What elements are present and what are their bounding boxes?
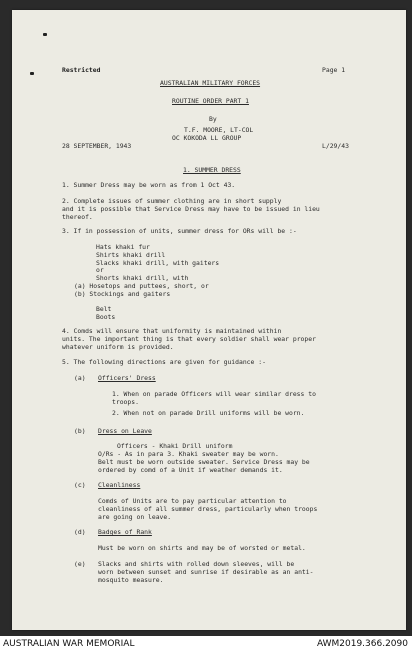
order-date: 28 SEPTEMBER, 1943 <box>62 142 132 150</box>
subsection-c-title: Cleanliness <box>98 481 141 489</box>
paragraph-4-line: whatever uniform is provided. <box>62 343 174 351</box>
paragraph-2-line: thereof. <box>62 213 93 221</box>
section-title: 1. SUMMER DRESS <box>183 166 241 174</box>
subsection-b-label: (b) <box>74 427 86 435</box>
subsection-b-line: O/Rs - As in para 3. Khaki sweater may be worn. <box>98 450 279 458</box>
paragraph-4-line: 4. Comds will ensure that uniformity is maintained within <box>62 327 282 335</box>
subsection-e-line: worn between sunset and sunrise if desirable as an anti- <box>98 568 314 576</box>
dress-item: Boots <box>96 313 116 321</box>
classification: Restricted <box>62 66 101 74</box>
dress-option-a: (a) Hosetops and puttees, short, or <box>74 282 209 290</box>
subsection-a-line: 2. When not on parade Drill uniforms will be worn. <box>112 409 305 417</box>
subsection-b-line: ordered by comd of a Unit if weather demands it. <box>98 466 283 474</box>
dress-item: Shirts khaki drill <box>96 251 166 259</box>
command: OC KOKODA LL GROUP <box>172 134 242 142</box>
punch-mark <box>30 72 34 75</box>
dress-item: Slacks khaki drill, with gaiters <box>96 259 220 267</box>
dress-item: Belt <box>96 305 112 313</box>
dress-option-b: (b) Stockings and gaiters <box>74 290 171 298</box>
subsection-b-line: Belt must be worn outside sweater. Service Dress may be <box>98 458 310 466</box>
order-reference: L/29/43 <box>322 142 349 150</box>
punch-mark <box>43 33 47 36</box>
subsection-d-label: (d) <box>74 528 86 536</box>
heading-australian-military-forces: AUSTRALIAN MILITARY FORCES <box>160 79 261 87</box>
subsection-b-line: Officers - Khaki Drill uniform <box>117 442 233 450</box>
dress-item: Shorts khaki drill, with <box>96 274 189 282</box>
subsection-e-line: Slacks and shirts with rolled down sleeves, will be <box>98 560 295 568</box>
subsection-a-line: troops. <box>112 398 139 406</box>
paragraph-3: 3. If in possession of units, summer dress for ORs will be :- <box>62 227 297 235</box>
by-label: By <box>209 115 217 123</box>
paragraph-2-line: 2. Complete issues of summer clothing are in short supply <box>62 197 282 205</box>
paragraph-2-line: and it is possible that Service Dress may have to be issued in lieu <box>62 205 320 213</box>
author: T.F. MOORE, LT-COL <box>184 126 254 134</box>
subsection-a-line: 1. When on parade Officers will wear similar dress to <box>112 390 316 398</box>
subsection-d-line: Must be worn on shirts and may be of worsted or metal. <box>98 544 306 552</box>
paragraph-4-line: units. The important thing is that every soldier shall wear proper <box>62 335 316 343</box>
heading-routine-order: ROUTINE ORDER PART 1 <box>172 97 249 105</box>
subsection-c-line: are going on leave. <box>98 513 172 521</box>
paragraph-5: 5. The following directions are given for guidance :- <box>62 358 266 366</box>
subsection-b-title: Dress on Leave <box>98 427 152 435</box>
footer-accession-number: AWM2019.366.2090 <box>316 639 408 649</box>
subsection-e-line: mosquito measure. <box>98 576 164 584</box>
subsection-a-title: Officers' Dress <box>98 374 156 382</box>
subsection-d-title: Badges of Rank <box>98 528 152 536</box>
subsection-c-label: (c) <box>74 481 86 489</box>
subsection-c-line: Comds of Units are to pay particular attention to <box>98 497 287 505</box>
dress-item: Hats khaki fur <box>96 243 150 251</box>
subsection-e-label: (e) <box>74 560 86 568</box>
footer-institution: AUSTRALIAN WAR MEMORIAL <box>3 639 135 649</box>
subsection-a-label: (a) <box>74 374 86 382</box>
subsection-c-line: cleanliness of all summer dress, particularly when troops <box>98 505 318 513</box>
dress-item: or <box>96 266 104 274</box>
archive-footer <box>0 636 412 653</box>
paragraph-1: 1. Summer Dress may be worn as from 1 Oct 43. <box>62 181 236 189</box>
page-number: Page 1 <box>322 66 346 74</box>
